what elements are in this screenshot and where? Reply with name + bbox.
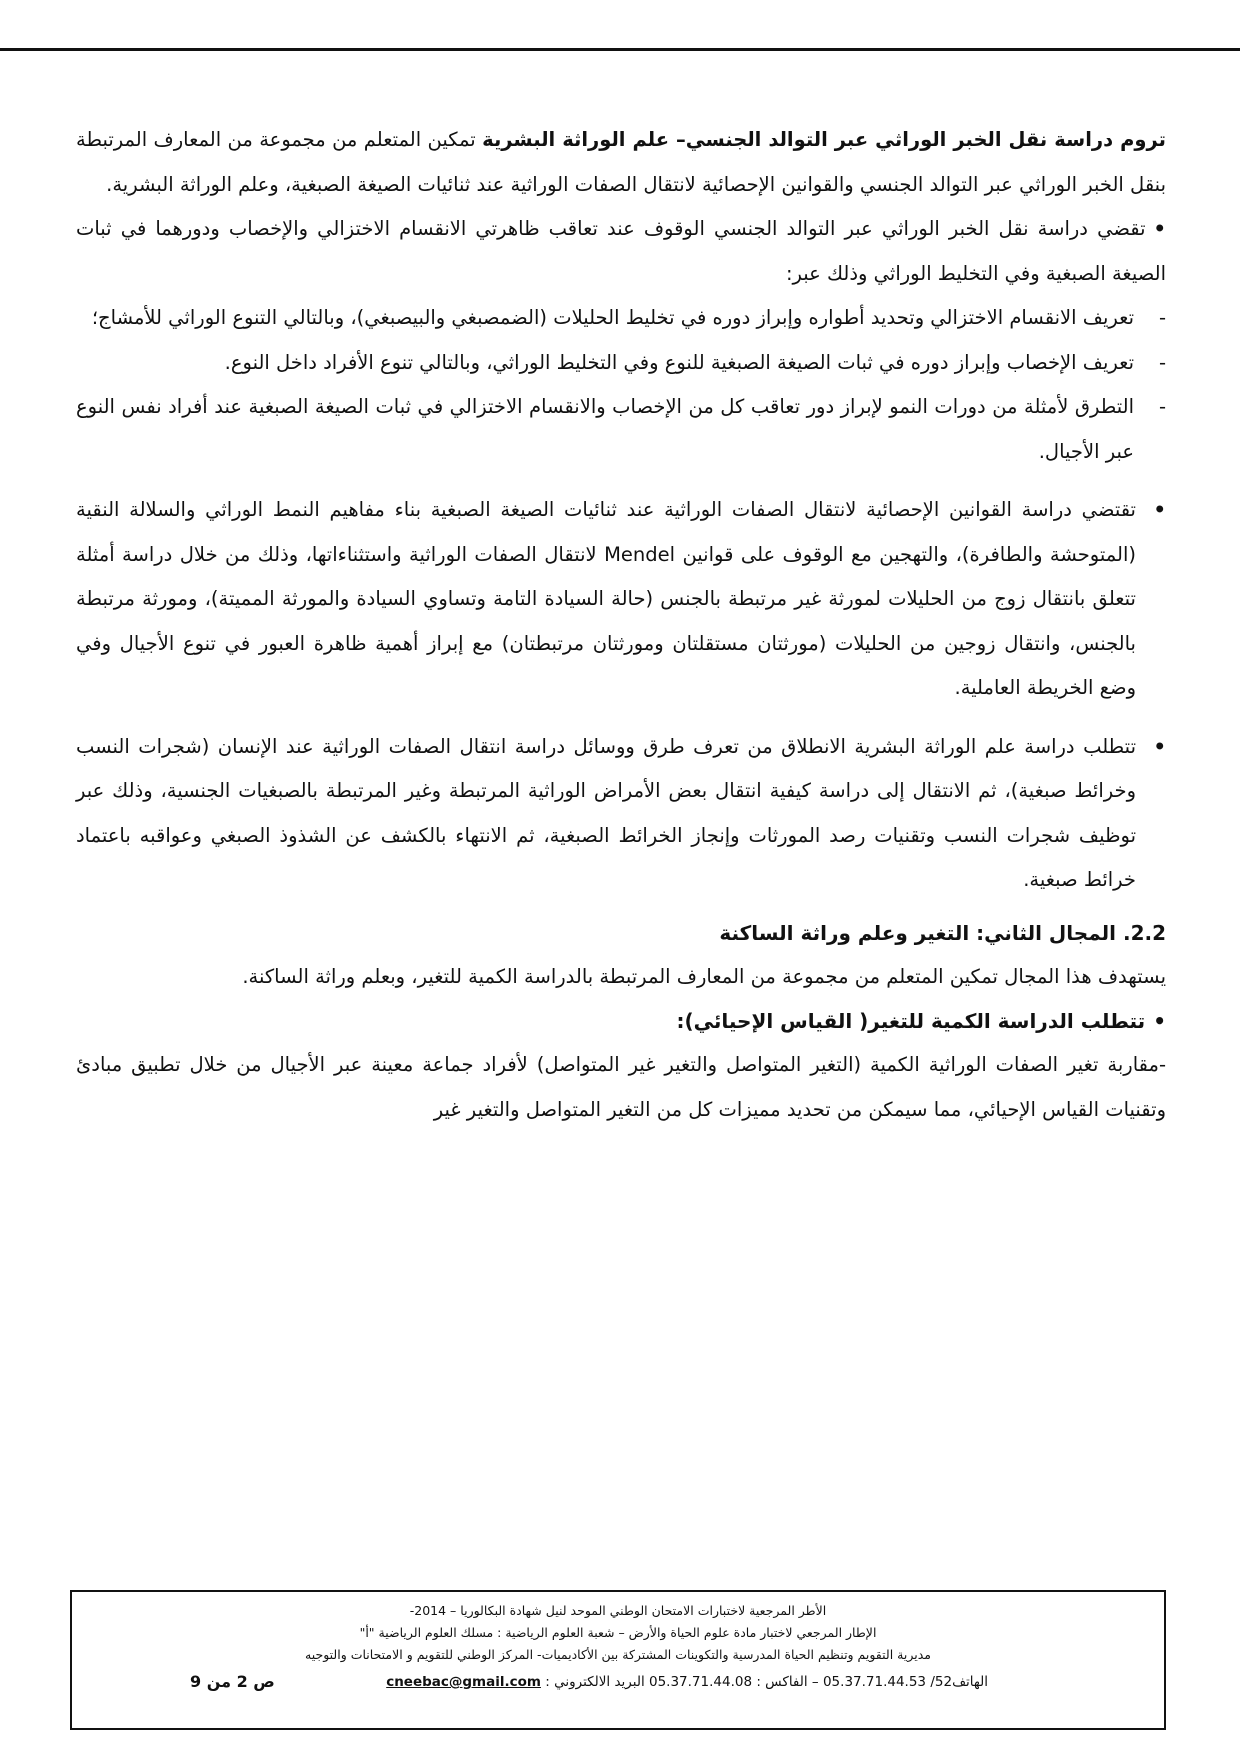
section-intro: يستهدف هذا المجال تمكين المتعلم من مجموعة من المعارف المرتبطة بالدراسة الكمية للتغير، وبعلم وراثة الساكنة. [242,964,1166,988]
last-paragraph: -مقاربة تغير الصفات الوراثية الكمية (التغير المتواصل والتغير غير المتواصل) لأفراد جماعة معينة عبر الأجيال من خلال تطبيق مبادئ وتقنيات القياس الإحيائي، مما سيمكن من تحديد مميزات كل من التغير المتواصل والتغير غير [76,1053,1166,1121]
section-number: 2.2. [1122,920,1166,945]
document-body [76,118,1166,1132]
dash-item-2 [76,341,1166,386]
dash-icon: - [1158,306,1166,329]
footer-line-1: الأطر المرجعية لاختبارات الامتحان الوطني الموحد لنيل شهادة البكالوريا – 2014- [409,1603,827,1618]
section-title: المجال الثاني: التغير وعلم وراثة الساكنة [719,920,1116,945]
bullet-icon: • [1153,217,1166,240]
intro-text: تمكين المتعلم من مجموعة من المعارف المرتبطة بنقل الخبر الوراثي عبر التوالد الجنسي والقوانين الإحصائية لانتقال الصفات الوراثية عند ثنائيات الصيغة الصبغية، وعلم الوراثة البشرية. [76,128,1166,196]
intro-paragraph [76,118,1166,207]
top-rule [0,48,1240,51]
bullet-2-text: تقتضي دراسة القوانين الإحصائية لانتقال الصفات الوراثية عند ثنائيات الصيغة الصبغية بناء مفاهيم النمط الوراثي والسلالة النقية (المتوحشة والطافرة)، والتهجين مع الوقوف على قوانين Mendel لانتقال الصفات الوراثية واستثناءاتها، وذلك من خلال دراسة أمثلة تتعلق بانتقال زوج من الحليلات لمورثة غير مرتبطة بالجنس (حالة السيادة التامة وتساوي السيادة والمورثة المميتة)، ومورثة مرتبطة بالجنس، وانتقال زوجين من الحليلات (مورثتان مستقلتان ومورثتان مرتبطتان) مع إبراز أهمية ظاهرة العبور في تنوع الأجيال وفي وضع الخريطة العاملية. [76,498,1136,699]
footer-email-link[interactable]: cneebac@gmail.com [386,1674,541,1690]
bullet-icon: • [1153,734,1166,758]
bullet-item-3 [76,725,1166,903]
bullet-icon: • [1153,1009,1166,1033]
dash-item-2-text: تعريف الإخصاب وإبراز دوره في ثبات الصيغة الصبغية للنوع وفي التخليط الوراثي، وبالتالي تنوع الأفراد داخل النوع. [224,350,1134,374]
sub-heading-text: تتطلب الدراسة الكمية للتغير( القياس الإحيائي): [676,1009,1146,1033]
bullet-item-1 [76,207,1166,296]
sub-heading [76,999,1166,1043]
footer-line-3: مديرية التقويم وتنظيم الحياة المدرسية والتكوينات المشتركة بين الأكاديميات- المركز الوطني للتقويم و الامتحانات والتوجيه [305,1647,931,1662]
dash-icon: - [1158,395,1166,418]
dash-item-3 [76,385,1166,474]
footer-box [70,1590,1166,1730]
dash-item-1 [76,296,1166,341]
footer-contact-text: الهاتف52/ 05.37.71.44.53 – الفاكس : 05.37.71.44.08 البريد الالكتروني : [540,1674,988,1690]
bullet-3-text: تتطلب دراسة علم الوراثة البشرية الانطلاق من تعرف طرق ووسائل دراسة انتقال الصفات الوراثية عند الإنسان (شجرات النسب وخرائط صبغية)، ثم الانتقال إلى دراسة كيفية انتقال بعض الأمراض الوراثية المرتبطة وغير المرتبطة بالصبغيات الجنسية، وذلك عبر توظيف شجرات النسب وتقنيات رصد المورثات وإنجاز الخرائط الصبغية، ثم الانتهاء بالكشف عن الشذوذ الصبغي وعواقبه باعتماد خرائط صبغية. [76,734,1136,891]
dash-icon: - [1158,350,1166,374]
bullet-1-text: تقضي دراسة نقل الخبر الوراثي عبر التوالد الجنسي الوقوف عند تعاقب ظاهرتي الانقسام الاختزالي والإخصاب ودورهما في ثبات الصيغة الصبغية وفي التخليط الوراثي وذلك عبر: [76,217,1166,285]
footer-contact [386,1668,988,1696]
bullet-item-2 [76,488,1166,711]
intro-bold-title: تروم دراسة نقل الخبر الوراثي عبر التوالد الجنسي– علم الوراثة البشرية [482,128,1166,151]
footer-line-2: الإطار المرجعي لاختبار مادة علوم الحياة والأرض – شعبة العلوم الرياضية : مسلك العلوم الرياضية "أ" [359,1625,877,1640]
page-number: ص 2 من 9 [190,1672,275,1691]
section-heading [76,911,1166,955]
dash-item-1-text: تعريف الانقسام الاختزالي وتحديد أطواره وإبراز دوره في تخليط الحليلات (الضمصبغي والبيصبغي)، وبالتالي التنوع الوراثي للأمشاج؛ [91,306,1134,329]
dash-item-3-text: التطرق لأمثلة من دورات النمو لإبراز دور تعاقب كل من الإخصاب والانقسام الاختزالي في ثبات الصيغة الصبغية عند أفراد نفس النوع عبر الأجيال. [76,395,1134,463]
bullet-icon: • [1153,498,1166,521]
